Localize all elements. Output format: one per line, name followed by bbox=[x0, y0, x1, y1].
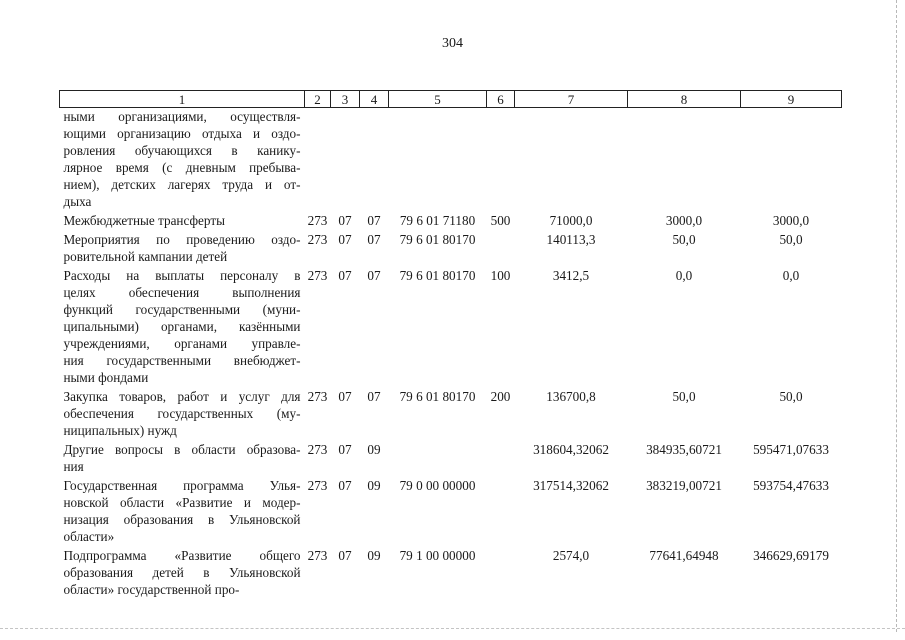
cell-amount-2: 77641,64948 bbox=[649, 548, 719, 563]
cell-vr: 100 bbox=[490, 268, 511, 283]
cell-vr bbox=[487, 439, 515, 475]
description-line: области» государственной про- bbox=[63, 582, 240, 597]
cell-csr: 79 1 00 00000 bbox=[399, 548, 476, 563]
header-cell: 7 bbox=[515, 91, 628, 108]
cell-description bbox=[60, 545, 305, 598]
cell-pr: 07 bbox=[367, 232, 381, 247]
cell-description bbox=[60, 475, 305, 545]
description-line: ния bbox=[63, 459, 84, 474]
cell-ved: 273 bbox=[307, 389, 328, 404]
description-line: обеспечения государственных (му- bbox=[63, 406, 301, 421]
cell-description bbox=[60, 108, 305, 211]
cell-amount-1: 140113,3 bbox=[546, 232, 596, 247]
header-cell: 3 bbox=[331, 91, 360, 108]
cell-rz: 07 bbox=[338, 232, 352, 247]
cell-csr bbox=[389, 108, 487, 211]
header-cell: 6 bbox=[487, 91, 515, 108]
table-row bbox=[60, 386, 842, 439]
cell-rz: 07 bbox=[338, 548, 352, 563]
cell-ved: 273 bbox=[307, 232, 328, 247]
cell-ved: 273 bbox=[307, 213, 328, 228]
cell-amount-3: 346629,69179 bbox=[753, 548, 829, 563]
table-row bbox=[60, 265, 842, 386]
table-row bbox=[60, 439, 842, 475]
cell-amount-1: 71000,0 bbox=[549, 213, 593, 228]
cell-csr: 79 0 00 00000 bbox=[399, 478, 476, 493]
cell-vr bbox=[487, 229, 515, 265]
cell-amount-2: 0,0 bbox=[675, 268, 693, 283]
description-line: целях обеспечения выполнения bbox=[63, 285, 301, 300]
cell-csr: 79 6 01 71180 bbox=[399, 213, 476, 228]
cell-ved bbox=[305, 108, 331, 211]
description-line: Другие вопросы в области образова- bbox=[63, 442, 301, 457]
cell-rz: 07 bbox=[338, 268, 352, 283]
table-body bbox=[60, 108, 842, 599]
header-cell: 1 bbox=[60, 91, 305, 108]
cell-amount-3: 593754,47633 bbox=[753, 478, 829, 493]
cell-vr bbox=[487, 108, 515, 211]
table-row bbox=[60, 210, 842, 229]
cell-ved: 273 bbox=[307, 548, 328, 563]
cell-amount-2: 50,0 bbox=[672, 232, 696, 247]
description-line: ципальными) органами, казёнными bbox=[63, 319, 301, 334]
cell-amount-3: 595471,07633 bbox=[753, 442, 829, 457]
description-line: Мероприятия по проведению оздо- bbox=[63, 232, 301, 247]
cell-amount-2 bbox=[628, 108, 741, 211]
cell-vr bbox=[487, 475, 515, 545]
description-line: ющими организацию отдыха и оздо- bbox=[63, 126, 301, 141]
cell-amount-3: 0,0 bbox=[782, 268, 800, 283]
description-line: новской области «Развитие и модер- bbox=[63, 495, 301, 510]
budget-table bbox=[59, 90, 842, 598]
cell-pr: 07 bbox=[367, 389, 381, 404]
description-line: ровительной кампании детей bbox=[63, 249, 228, 264]
cell-amount-2: 383219,00721 bbox=[646, 478, 722, 493]
description-line: лярное время (с дневным пребыва- bbox=[63, 160, 301, 175]
cell-description bbox=[60, 386, 305, 439]
description-line: дыха bbox=[63, 194, 92, 209]
page-edge-bottom bbox=[0, 628, 905, 629]
header-cell: 4 bbox=[360, 91, 389, 108]
cell-csr: 79 6 01 80170 bbox=[399, 232, 476, 247]
cell-ved: 273 bbox=[307, 478, 328, 493]
cell-pr bbox=[360, 108, 389, 211]
description-line: ными фондами bbox=[63, 370, 149, 385]
cell-amount-1: 318604,32062 bbox=[533, 442, 609, 457]
description-line: Подпрограмма «Развитие общего bbox=[63, 548, 301, 563]
cell-amount-1: 317514,32062 bbox=[533, 478, 609, 493]
header-cell: 9 bbox=[741, 91, 842, 108]
description-line: Закупка товаров, работ и услуг для bbox=[63, 389, 301, 404]
description-line: образования детей в Ульяновской bbox=[63, 565, 301, 580]
table-row bbox=[60, 108, 842, 211]
page-edge-right bbox=[896, 0, 897, 632]
cell-amount-1 bbox=[515, 108, 628, 211]
page-number: 304 bbox=[442, 36, 463, 51]
cell-ved: 273 bbox=[307, 442, 328, 457]
cell-description bbox=[60, 229, 305, 265]
cell-amount-3: 3000,0 bbox=[772, 213, 810, 228]
cell-amount-2: 384935,60721 bbox=[646, 442, 722, 457]
cell-amount-3: 50,0 bbox=[779, 389, 803, 404]
cell-amount-2: 50,0 bbox=[672, 389, 696, 404]
cell-csr: 79 6 01 80170 bbox=[399, 389, 476, 404]
cell-amount-1: 2574,0 bbox=[552, 548, 590, 563]
cell-csr bbox=[389, 439, 487, 475]
description-line: Межбюджетные трансферты bbox=[63, 213, 225, 228]
description-line: Государственная программа Улья- bbox=[63, 478, 301, 493]
cell-rz: 07 bbox=[338, 442, 352, 457]
cell-amount-1: 136700,8 bbox=[546, 389, 596, 404]
table-header-row bbox=[60, 91, 842, 108]
description-line: Расходы на выплаты персоналу в bbox=[63, 268, 301, 283]
cell-pr: 07 bbox=[367, 268, 381, 283]
table-row bbox=[60, 475, 842, 545]
cell-vr: 500 bbox=[490, 213, 511, 228]
cell-amount-2: 3000,0 bbox=[665, 213, 703, 228]
description-line: низация образования в Ульяновской bbox=[63, 512, 301, 527]
cell-rz bbox=[331, 108, 360, 211]
description-line: нием), детских лагерях труда и от- bbox=[63, 177, 301, 192]
cell-rz: 07 bbox=[338, 478, 352, 493]
cell-pr: 09 bbox=[367, 478, 381, 493]
cell-amount-3: 50,0 bbox=[779, 232, 803, 247]
cell-vr bbox=[487, 545, 515, 598]
header-cell: 8 bbox=[628, 91, 741, 108]
table-row bbox=[60, 229, 842, 265]
cell-amount-3 bbox=[741, 108, 842, 211]
description-line: функций государственными (муни- bbox=[63, 302, 301, 317]
description-line: ными организациями, осуществля- bbox=[63, 109, 301, 124]
cell-pr: 07 bbox=[367, 213, 381, 228]
cell-vr: 200 bbox=[490, 389, 511, 404]
description-line: области» bbox=[63, 529, 115, 544]
description-line: учреждениями, органами управле- bbox=[63, 336, 301, 351]
cell-description bbox=[60, 265, 305, 386]
cell-rz: 07 bbox=[338, 213, 352, 228]
cell-pr: 09 bbox=[367, 548, 381, 563]
cell-csr: 79 6 01 80170 bbox=[399, 268, 476, 283]
cell-amount-1: 3412,5 bbox=[552, 268, 590, 283]
description-line: ниципальных) нужд bbox=[63, 423, 177, 438]
description-line: ровления обучающихся в канику- bbox=[63, 143, 301, 158]
cell-rz: 07 bbox=[338, 389, 352, 404]
cell-description bbox=[60, 439, 305, 475]
cell-ved: 273 bbox=[307, 268, 328, 283]
cell-description bbox=[60, 210, 305, 229]
cell-pr: 09 bbox=[367, 442, 381, 457]
header-cell: 2 bbox=[305, 91, 331, 108]
description-line: ния государственными внебюджет- bbox=[63, 353, 301, 368]
header-cell: 5 bbox=[389, 91, 487, 108]
table-row bbox=[60, 545, 842, 598]
